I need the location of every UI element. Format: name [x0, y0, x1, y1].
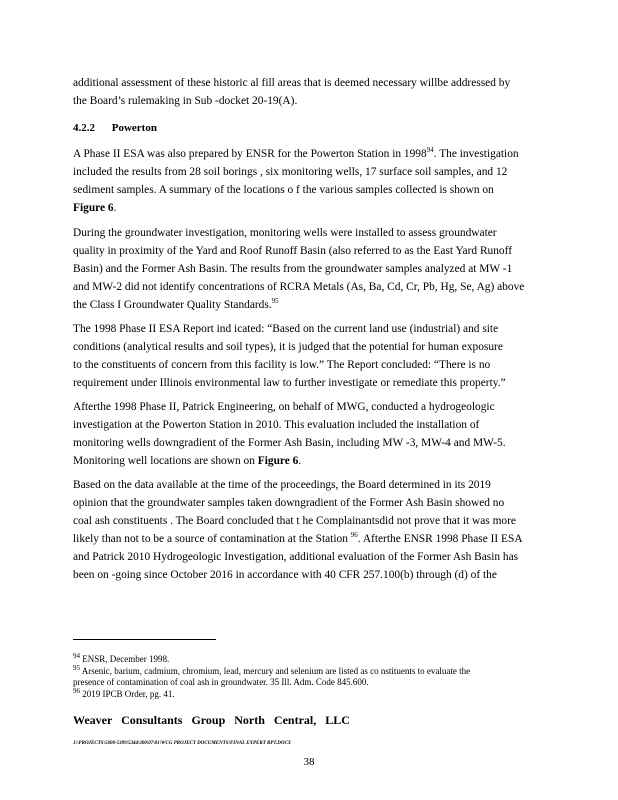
- page-number: 38: [303, 756, 315, 768]
- text-line: the Board’s rulemaking in Sub -docket 20-19(A).: [73, 95, 298, 107]
- paragraph-esa-report-quote: [73, 320, 543, 392]
- text-line: conditions (analytical results and soil types), it is judged that the potential for human exposure: [73, 341, 503, 353]
- text-line: been on -going since October 2016 in accordance with 40 CFR 257.100(b) through (d) of the: [73, 569, 497, 581]
- text-line: to the constituents of concern from this facility is low.” The Report concluded: “There is no: [73, 359, 491, 371]
- text-line: coal ash constituents . The Board concluded that t he Complainantsdid not prove that it was more: [73, 515, 516, 527]
- paragraph-phase2-esa: [73, 145, 543, 217]
- footnote-95-continued: presence of contamination of coal ash in groundwater. 35 Ill. Adm. Code 845.600.: [73, 677, 369, 687]
- text-line: Basin) and the Former Ash Basin. The results from the groundwater samples analyzed at MW -1: [73, 263, 513, 275]
- footnote-95: $^{95}$ Arsenic, barium, cadmium, chromium, lead, mercury and selenium are listed as co nstituents to evaluate the: [73, 664, 471, 676]
- paragraph-patrick-engineering: [73, 398, 543, 470]
- text-line: A Phase II ESA was also prepared by ENSR for the Powerton Station in 1998$^{94}$. The investigation: [73, 146, 519, 160]
- figure-reference: Figure 6: [257, 455, 299, 467]
- section-heading: [73, 122, 157, 134]
- footnote-96: $^{96}$ 2019 IPCB Order, pg. 41.: [73, 687, 175, 699]
- footnote-94: $^{94}$ ENSR, December 1998.: [73, 652, 170, 664]
- text-line: quality in proximity of the Yard and Roof Runoff Basin (also referred to as the East Yard Runoff: [73, 245, 513, 257]
- text-line: and MW-2 did not identify concentrations of RCRA Metals (As, Ba, Cd, Cr, Pb, Hg, Se, Ag) above: [73, 281, 525, 293]
- paragraph-historic-fill: [73, 74, 543, 110]
- text-line: Monitoring well locations are shown on Figure 6.: [73, 455, 302, 467]
- section-number: 4.2.2: [73, 122, 95, 134]
- text-line: requirement under Illinois environmental law to further investigate or remediate this property.”: [73, 377, 506, 389]
- text-line: Based on the data available at the time of the proceedings, the Board determined in its 2019: [73, 479, 491, 491]
- footnote-ref: 94: [426, 146, 434, 155]
- text-line: opinion that the groundwater samples taken downgradient of the Former Ash Basin showed no: [73, 497, 505, 509]
- paragraph-board-determination: [73, 476, 543, 584]
- footnote-ref: 96: [350, 531, 358, 540]
- text-line: During the groundwater investigation, monitoring wells were installed to assess groundwater: [73, 227, 497, 239]
- text-line: included the results from 28 soil borings , six monitoring wells, 17 surface soil samples, and 12: [73, 166, 508, 178]
- footnote-ref: 95: [271, 297, 279, 306]
- figure-reference: Figure 6: [73, 202, 114, 214]
- text-line: The 1998 Phase II ESA Report ind icated: “Based on the current land use (industrial) and site: [73, 323, 499, 335]
- text-line: likely than not to be a source of contamination at the Station $^{96}$. Afterthe ENSR 1998 Phase II ESA: [73, 531, 523, 545]
- text-line: additional assessment of these historic al fill areas that is deemed necessary willbe addressed by: [73, 77, 511, 89]
- text-line: sediment samples. A summary of the locations o f the various samples collected is shown on: [73, 184, 494, 196]
- company-name: Weaver Consultants Group North Central, LLC: [73, 713, 350, 727]
- text-line: Afterthe 1998 Phase II, Patrick Engineering, on behalf of MWG, conducted a hydrogeologic: [73, 401, 495, 413]
- footnote-separator: [73, 639, 216, 640]
- paragraph-groundwater-investigation: [73, 224, 543, 314]
- text-line: investigation at the Powerton Station in 2010. This evaluation included the installation of: [73, 419, 480, 431]
- file-path: J:\PROJECTS\5000-5399\5344\300\07\01\WCG PROJECT DOCUMENTS\FINAL EXPERT RPT.DOCX: [73, 741, 292, 746]
- section-title: Powerton: [111, 122, 157, 134]
- text-line: the Class I Groundwater Quality Standards.$^{95}$: [73, 297, 279, 311]
- text-line: and Patrick 2010 Hydrogeologic Investigation, additional evaluation of the Former Ash Basin has: [73, 551, 519, 563]
- text-line: Figure 6.: [73, 202, 117, 214]
- text-line: monitoring wells downgradient of the Former Ash Basin, including MW -3, MW-4 and MW-5.: [73, 437, 506, 449]
